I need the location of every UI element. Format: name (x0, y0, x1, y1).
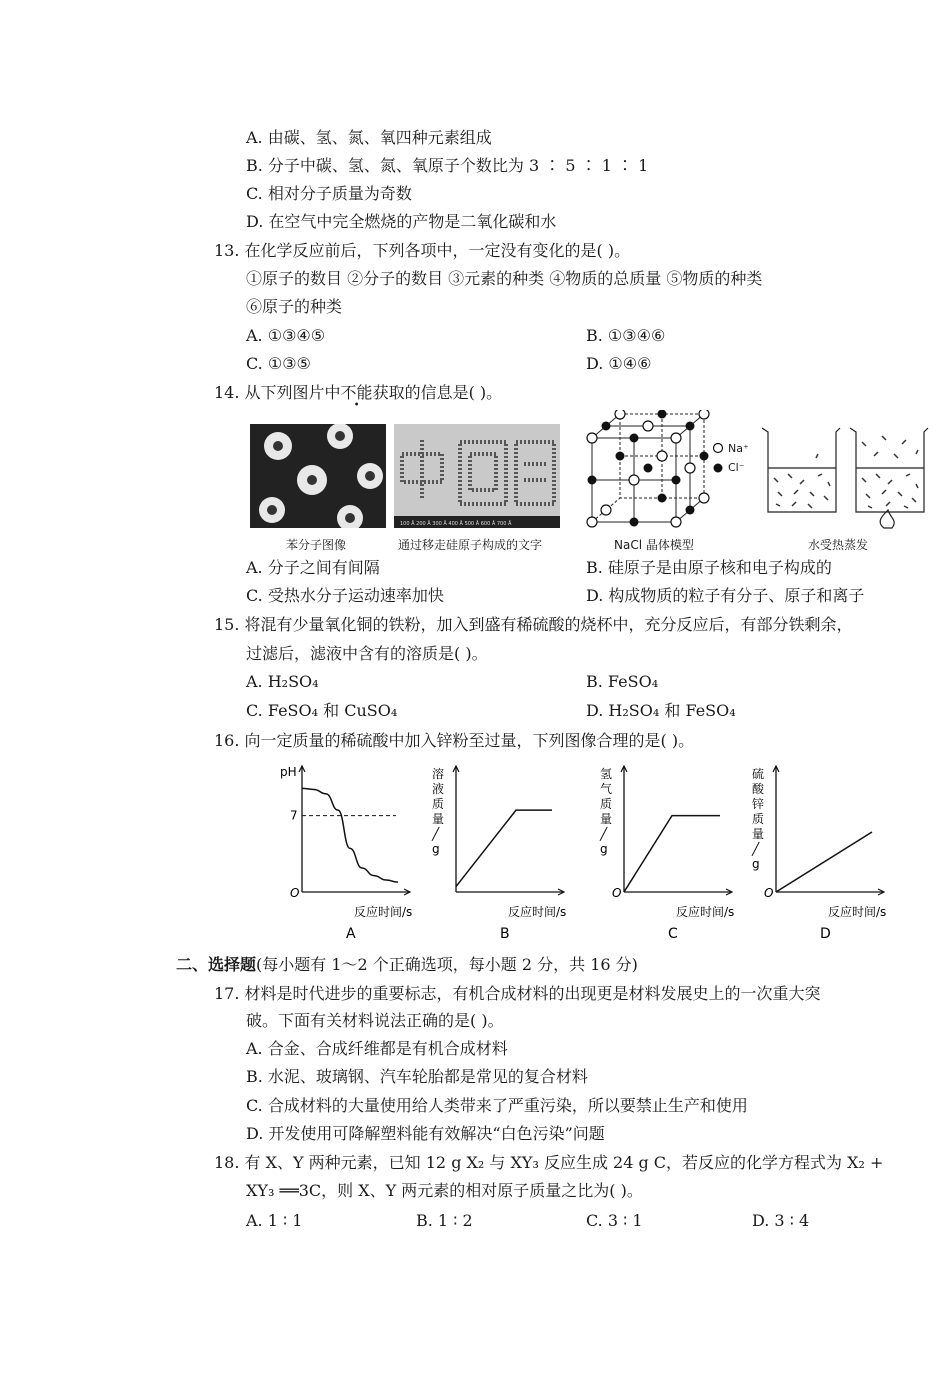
q17-stem-line1: 17. 材料是时代进步的重要标志，有机合成材料的出现更是材料发展史上的一次重大突 (214, 984, 821, 1003)
q14-option-b: B. 硅原子是由原子核和电子构成的 (586, 558, 832, 577)
caption-water-evaporation: 水受热蒸发 (808, 538, 869, 552)
legend-na-label: Na⁺ (728, 442, 749, 455)
q13-items-line2: ⑥原子的种类 (246, 297, 343, 316)
section-2-title: 二、选择题 (176, 955, 257, 974)
q16-stem: 16. 向一定质量的稀硫酸中加入锌粉至过量，下列图像合理的是( )。 (214, 731, 695, 750)
q14-stem-emphasis: 不能 (340, 383, 373, 402)
caption-benzene: 苯分子图像 (286, 538, 347, 552)
q12-option-c: C. 相对分子质量为奇数 (246, 184, 412, 203)
q14-option-d: D. 构成物质的粒子有分子、原子和离子 (586, 586, 865, 605)
q13-stem: 13. 在化学反应前后，下列各项中，一定没有变化的是( )。 (214, 241, 631, 260)
x-axis-label: 反应时间/s (828, 905, 887, 919)
q13-option-c: C. ①③⑤ (246, 354, 311, 373)
q18-stem-line1: 18. 有 X、Y 两种元素，已知 12 g X₂ 与 XY₃ 反应生成 24 g C，若反应的化学方程式为 X₂ + (214, 1153, 884, 1172)
q12-option-d: D. 在空气中完全燃烧的产物是二氧化碳和水 (246, 212, 557, 231)
q14-option-c: C. 受热水分子运动速率加快 (246, 586, 444, 605)
q17-option-b: B. 水泥、玻璃钢、汽车轮胎都是常见的复合材料 (246, 1067, 588, 1086)
y-axis-label: 氢气质量╱ g (600, 767, 613, 856)
q18-option-a: A. 1 ∶ 1 (246, 1211, 303, 1230)
x-axis-label: 反应时间/s (354, 905, 413, 919)
q14-stem-pre: 14. 从下列图片中 (214, 383, 341, 402)
nacl-crystal-model (584, 410, 714, 532)
q15-stem-line2: 过滤后，滤液中含有的溶质是( )。 (246, 644, 488, 663)
q18-option-c: C. 3 ∶ 1 (586, 1211, 643, 1230)
q15-option-c: C. FeSO₄ 和 CuSO₄ (246, 701, 398, 720)
x-axis-label: 反应时间/s (676, 905, 735, 919)
origin-label: O (290, 886, 300, 900)
q15-option-b: B. FeSO₄ (586, 672, 659, 691)
caption-nacl: NaCl 晶体模型 (614, 538, 694, 552)
q17-option-d: D. 开发使用可降解塑料能有效解决“白色污染”问题 (246, 1124, 605, 1143)
q18-stem-line2: XY₃ ══3C，则 X、Y 两元素的相对原子质量之比为( )。 (246, 1181, 643, 1200)
q14-option-a: A. 分子之间有间隔 (246, 558, 380, 577)
q17-option-c: C. 合成材料的大量使用给人类带来了严重污染，所以要禁止生产和使用 (246, 1096, 748, 1115)
data-series-line (776, 832, 872, 892)
chart-letter-label: B (500, 926, 510, 940)
q13-option-a: A. ①③④⑤ (246, 326, 326, 345)
origin-label: O (612, 886, 622, 900)
data-series-line (302, 788, 398, 882)
water-evaporation-beakers (758, 422, 932, 532)
chart-c (594, 756, 754, 940)
data-series-line (624, 816, 720, 892)
q17-stem-line2: 破。下面有关材料说法正确的是( )。 (246, 1011, 504, 1030)
y-tick-label: 7 (290, 808, 298, 823)
q13-option-b: B. ①③④⑥ (586, 326, 666, 345)
x-axis-label: 反应时间/s (508, 905, 567, 919)
q18-option-d: D. 3 ∶ 4 (752, 1211, 810, 1230)
q18-option-b: B. 1 ∶ 2 (416, 1211, 473, 1230)
q17-option-a: A. 合金、合成纤维都是有机合成材料 (246, 1039, 508, 1058)
q15-stem-line1: 15. 将混有少量氧化铜的铁粉，加入到盛有稀硫酸的烧杯中，充分反应后，有部分铁剩余， (214, 615, 853, 634)
q13-items-line1: ①原子的数目 ②分子的数目 ③元素的种类 ④物质的总质量 ⑤物质的种类 (246, 269, 763, 288)
q15-option-d: D. H₂SO₄ 和 FeSO₄ (586, 701, 736, 720)
chart-a (272, 756, 422, 940)
svg-text:100 Å 200 Å 300 Å 400 Å: 100 Å 200 Å 300 Å 400 Å 500 Å 600 Å 700 Å (400, 521, 512, 527)
q12-option-a: A. 由碳、氢、氮、氧四种元素组成 (246, 128, 492, 147)
chart-letter-label: D (820, 926, 831, 940)
q13-option-d: D. ①④⑥ (586, 354, 652, 373)
chart-letter-label: C (668, 926, 678, 940)
origin-label: O (764, 886, 774, 900)
section-2-heading (176, 954, 638, 976)
chart-letter-label: A (346, 926, 356, 940)
caption-silicon-text: 通过移走硅原子构成的文字 (398, 538, 543, 552)
chart-d (746, 756, 906, 940)
q15-option-a: A. H₂SO₄ (246, 672, 319, 691)
q14-stem (214, 382, 502, 404)
q14-stem-post: 获取的信息是( )。 (372, 383, 503, 402)
section-2-note: (每小题有 1～2 个正确选项，每小题 2 分，共 16 分) (256, 955, 638, 974)
y-axis-label: pH (280, 765, 297, 779)
legend-cl-label: Cl⁻ (728, 461, 745, 474)
y-axis-label: 硫酸锌质量╱ g (752, 767, 765, 871)
q12-option-b: B. 分子中碳、氢、氮、氧原子个数比为 3 ∶ 5 ∶ 1 ∶ 1 (246, 156, 649, 175)
y-axis-label: 溶液质量╱ g (432, 767, 445, 856)
benzene-molecule-image (250, 424, 386, 528)
data-series-line (456, 810, 552, 886)
chart-b (426, 756, 586, 940)
silicon-atom-text-image (394, 424, 560, 528)
